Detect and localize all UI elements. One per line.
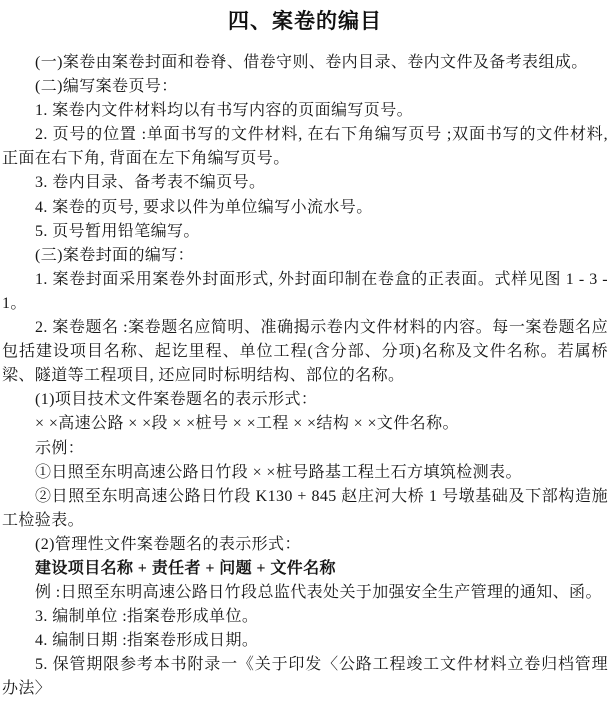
paragraph-section-2-heading: (二)编写案卷页号： (35, 78, 178, 96)
paragraph-item-4: 4. 案卷的页号, 要求以件为单位编写小流水号。 (35, 198, 373, 216)
paragraph-item-1: 1. 案卷内文件材料均以有书写内容的页面编写页号。 (35, 102, 414, 120)
paragraph-item-5: 5. 页号暂用铅笔编写。 (35, 222, 200, 240)
paragraph-example-heading: 示例： (35, 439, 85, 457)
paragraph-example-1: ①日照至东明高速公路日竹段 × ×桩号路基工程土石方填筑检测表。 (35, 463, 522, 481)
paragraph-cover-item-1: 1. 案卷封面采用案卷外封面形式, 外封面印制在卷盒的正表面。式样见图 1 - 3 - 1。 (2, 270, 608, 312)
paragraph-item-3: 3. 卷内目录、备考表不编页号。 (35, 174, 266, 192)
document-page (0, 8, 610, 698)
paragraph-example-2: ②日照至东明高速公路日竹段 K130 + 845 赵庄河大桥 1 号墩基础及下部构造施工检验表。 (2, 487, 608, 529)
paragraph-section-3-heading: (三)案卷封面的编写： (35, 246, 195, 264)
paragraph-cover-item-2: 2. 案卷题名 :案卷题名应简明、准确揭示卷内文件材料的内容。每一案卷题名应包括建设项目名称、起讫里程、单位工程(含分部、分项)名称及文件名称。若属桥梁、隧道等工程项目, 还应同时标明结构、部位的名称。 (2, 319, 608, 385)
page-title: 四、案卷的编目 (228, 9, 382, 33)
paragraph-cover-item-4: 4. 编制日期 :指案卷形成日期。 (35, 632, 259, 650)
paragraph-cover-item-3: 3. 编制单位 :指案卷形成单位。 (35, 608, 259, 626)
paragraph-tech-title-format: × ×高速公路 × ×段 × ×桩号 × ×工程 × ×结构 × ×文件名称。 (35, 415, 459, 433)
paragraph-file-composition: (一)案卷由案卷封面和卷脊、借卷守则、卷内目录、卷内文件及备考表组成。 (35, 54, 588, 71)
paragraph-mgmt-title-format-heading: (2)管理性文件案卷题名的表示形式： (35, 535, 301, 553)
paragraph-tech-title-format-heading: (1)项目技术文件案卷题名的表示形式： (35, 391, 318, 409)
paragraph-cover-item-5: 5. 保管期限参考本书附录一《关于印发〈公路工程竣工文件材料立卷归档管理办法〉 (2, 656, 608, 698)
paragraph-mgmt-example: 例 :日照至东明高速公路日竹段总监代表处关于加强安全生产管理的通知、函。 (35, 584, 602, 602)
paragraph-mgmt-title-format: 建设项目名称 + 责任者 + 问题 + 文件名称 (35, 559, 336, 577)
paragraph-item-2: 2. 页号的位置 :单面书写的文件材料, 在右下角编写页号 ;双面书写的文件材料, 正面在右下角, 背面在左下角编写页号。 (2, 126, 608, 168)
